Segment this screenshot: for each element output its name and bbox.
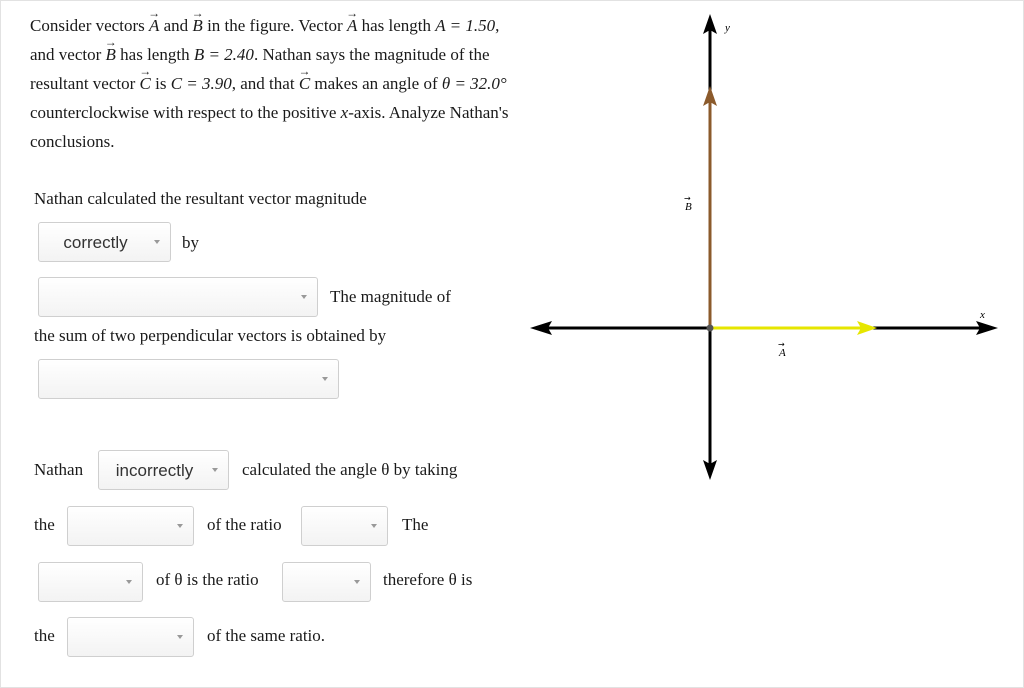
origin-point	[707, 325, 714, 332]
angle-correctness-dropdown[interactable]: incorrectly	[98, 450, 229, 490]
chevron-down-icon	[154, 240, 160, 244]
vector-a-symbol: → A	[347, 11, 357, 40]
y-axis-label: y	[725, 22, 730, 34]
b-length: B = 2.40	[193, 45, 254, 64]
ratio-dropdown-1[interactable]	[301, 506, 388, 546]
vector-figure	[520, 0, 1020, 500]
chevron-down-icon	[212, 468, 218, 472]
sum-perpendicular-text: the sum of two perpendicular vectors is obtained by	[34, 326, 387, 345]
sum-method-dropdown[interactable]	[38, 359, 339, 399]
vector-a-label: A	[779, 347, 786, 359]
a-length: A = 1.50	[435, 16, 496, 35]
vector-b-label: B	[685, 201, 692, 213]
of-ratio-text: of the ratio	[207, 515, 282, 534]
magnitude-of-text: The magnitude of	[330, 287, 451, 306]
the-text-2: the	[34, 626, 55, 645]
vector-c-symbol: → C	[299, 69, 310, 98]
chevron-down-icon	[371, 524, 377, 528]
vector-a-label-arrow: →	[778, 340, 785, 349]
same-ratio-text: of the same ratio.	[207, 626, 326, 645]
vector-b-symbol: → B	[192, 11, 202, 40]
c-length: C = 3.90	[170, 74, 232, 93]
vector-b-symbol: → B	[106, 40, 116, 69]
vector-b-label-arrow: →	[684, 194, 691, 203]
trig-function-dropdown-2[interactable]	[38, 562, 143, 602]
nathan-text: Nathan	[34, 460, 84, 479]
trig-function-dropdown-1[interactable]	[67, 506, 194, 546]
chevron-down-icon	[301, 295, 307, 299]
magnitude-correctness-dropdown[interactable]: correctly	[38, 222, 171, 262]
chevron-down-icon	[126, 580, 132, 584]
ratio-dropdown-2[interactable]	[282, 562, 371, 602]
magnitude-method-dropdown[interactable]	[38, 277, 318, 317]
chevron-down-icon	[177, 524, 183, 528]
chevron-down-icon	[177, 635, 183, 639]
vector-c-symbol: → C	[140, 69, 151, 98]
by-text: by	[182, 233, 199, 252]
question-text: Consider vectors → A and → B in the figure. Vector → A has length A = 1.50, and vector → B has length B = 2.40. Nathan says the magnitude of the resultant vector → C is C = 3.90, and that → C makes an angle of θ = 32.0° counterclockwise with respect to the positive x-axis. Analyze Nathan's conclusions.	[30, 11, 510, 156]
theta-value: θ = 32.0°	[441, 74, 507, 93]
chevron-down-icon	[322, 377, 328, 381]
magnitude-statement: Nathan calculated the resultant vector magnitude	[34, 189, 367, 208]
x-axis-label: x	[980, 309, 985, 321]
of-theta-ratio-text: of θ is the ratio	[156, 570, 259, 589]
the-text: the	[34, 515, 55, 534]
chevron-down-icon	[354, 580, 360, 584]
the-cap-text: The	[402, 515, 429, 534]
vector-a-symbol: → A	[149, 11, 159, 40]
angle-statement: calculated the angle θ by taking	[242, 460, 458, 479]
inverse-function-dropdown[interactable]	[67, 617, 194, 657]
therefore-text: therefore θ is	[383, 570, 473, 589]
